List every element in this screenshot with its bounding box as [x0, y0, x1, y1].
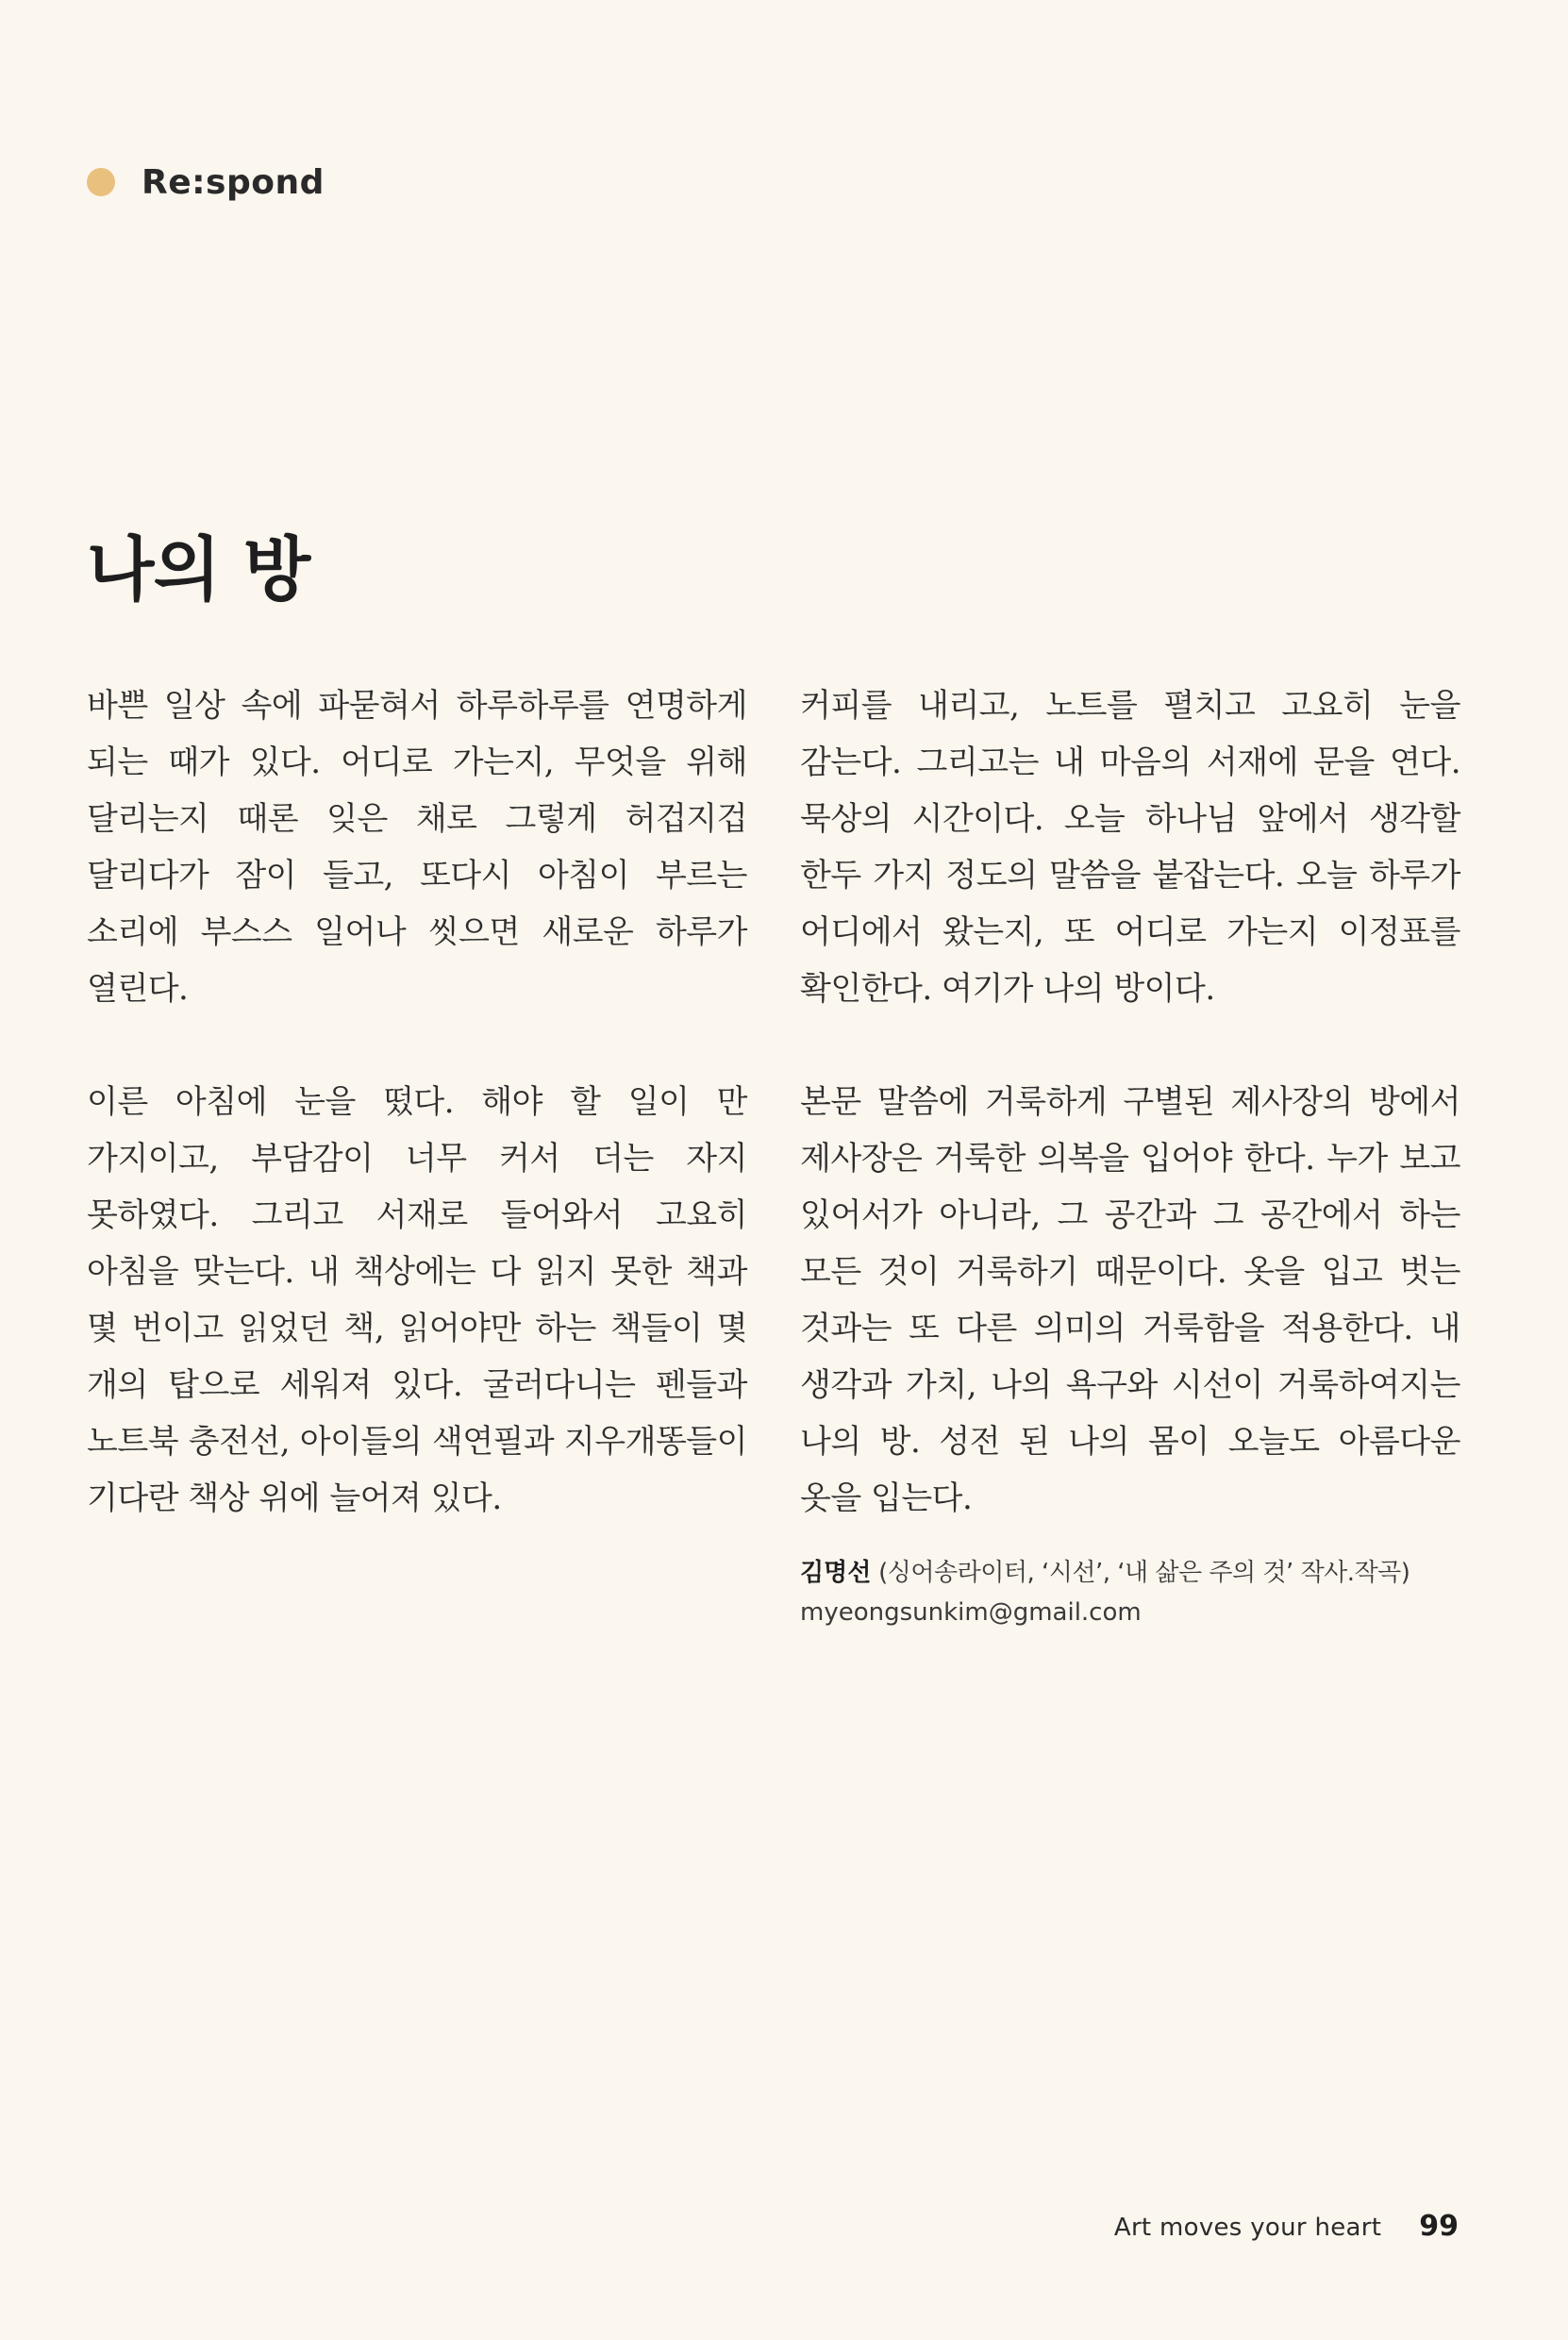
footer-tagline: Art moves your heart: [1113, 2214, 1382, 2242]
author-byline: [800, 1553, 1410, 1632]
section-tag: [87, 159, 325, 206]
section-label: Re:spond: [142, 162, 325, 202]
paragraph: 커피를 내리고, 노트를 펼치고 고요히 눈을 감는다. 그리고는 내 마음의 서재에 문을 연다. 묵상의 시간이다. 오늘 하나님 앞에서 생각할 한두 가지 정도의 말씀을 붙잡는다. 오늘 하루가 어디에서 왔는지, 또 어디로 가는지 이정표를 확인한다. 여기가 나의 방이다.: [800, 687, 1460, 1008]
page-number: 99: [1419, 2210, 1459, 2243]
page-footer: [1114, 2210, 1459, 2243]
left-column: [87, 677, 747, 1583]
right-column: [800, 677, 1460, 1583]
paragraph: 바쁜 일상 속에 파묻혀서 하루하루를 연명하게 되는 때가 있다. 어디로 가는지, 무엇을 위해 달리는지 때론 잊은 채로 그렇게 허겁지겁 달리다가 잠이 들고, 또다시 아침이 부르는 소리에 부스스 일어나 씻으면 새로운 하루가 열린다.: [87, 687, 747, 1008]
page-title: 나의 방: [87, 529, 310, 610]
section-dot-icon: [87, 168, 115, 196]
author-email[interactable]: myeongsunkim@gmail.com: [800, 1598, 1142, 1627]
author-name: 김명선: [800, 1559, 872, 1587]
paragraph: 본문 말씀에 거룩하게 구별된 제사장의 방에서 제사장은 거룩한 의복을 입어야 한다. 누가 보고 있어서가 아니라, 그 공간과 그 공간에서 하는 모든 것이 거룩하기 때문이다. 옷을 입고 벗는 것과는 또 다른 의미의 거룩함을 적용한다. 내 생각과 가치, 나의 욕구와 시선이 거룩하여지는 나의 방. 성전 된 나의 몸이 오늘도 아름다운 옷을 입는다.: [800, 1083, 1460, 1517]
paragraph: 이른 아침에 눈을 떴다. 해야 할 일이 만 가지이고, 부담감이 너무 커서 더는 자지 못하였다. 그리고 서재로 들어와서 고요히 아침을 맞는다. 내 책상에는 다 읽지 못한 책과 몇 번이고 읽었던 책, 읽어야만 하는 책들이 몇 개의 탑으로 세워져 있다. 굴러다니는 펜들과 노트북 충전선, 아이들의 색연필과 지우개똥들이 기다란 책상 위에 늘어져 있다.: [87, 1083, 747, 1517]
author-description: (싱어송라이터, ‘시선’, ‘내 삶은 주의 것’ 작사.작곡): [871, 1559, 1410, 1587]
